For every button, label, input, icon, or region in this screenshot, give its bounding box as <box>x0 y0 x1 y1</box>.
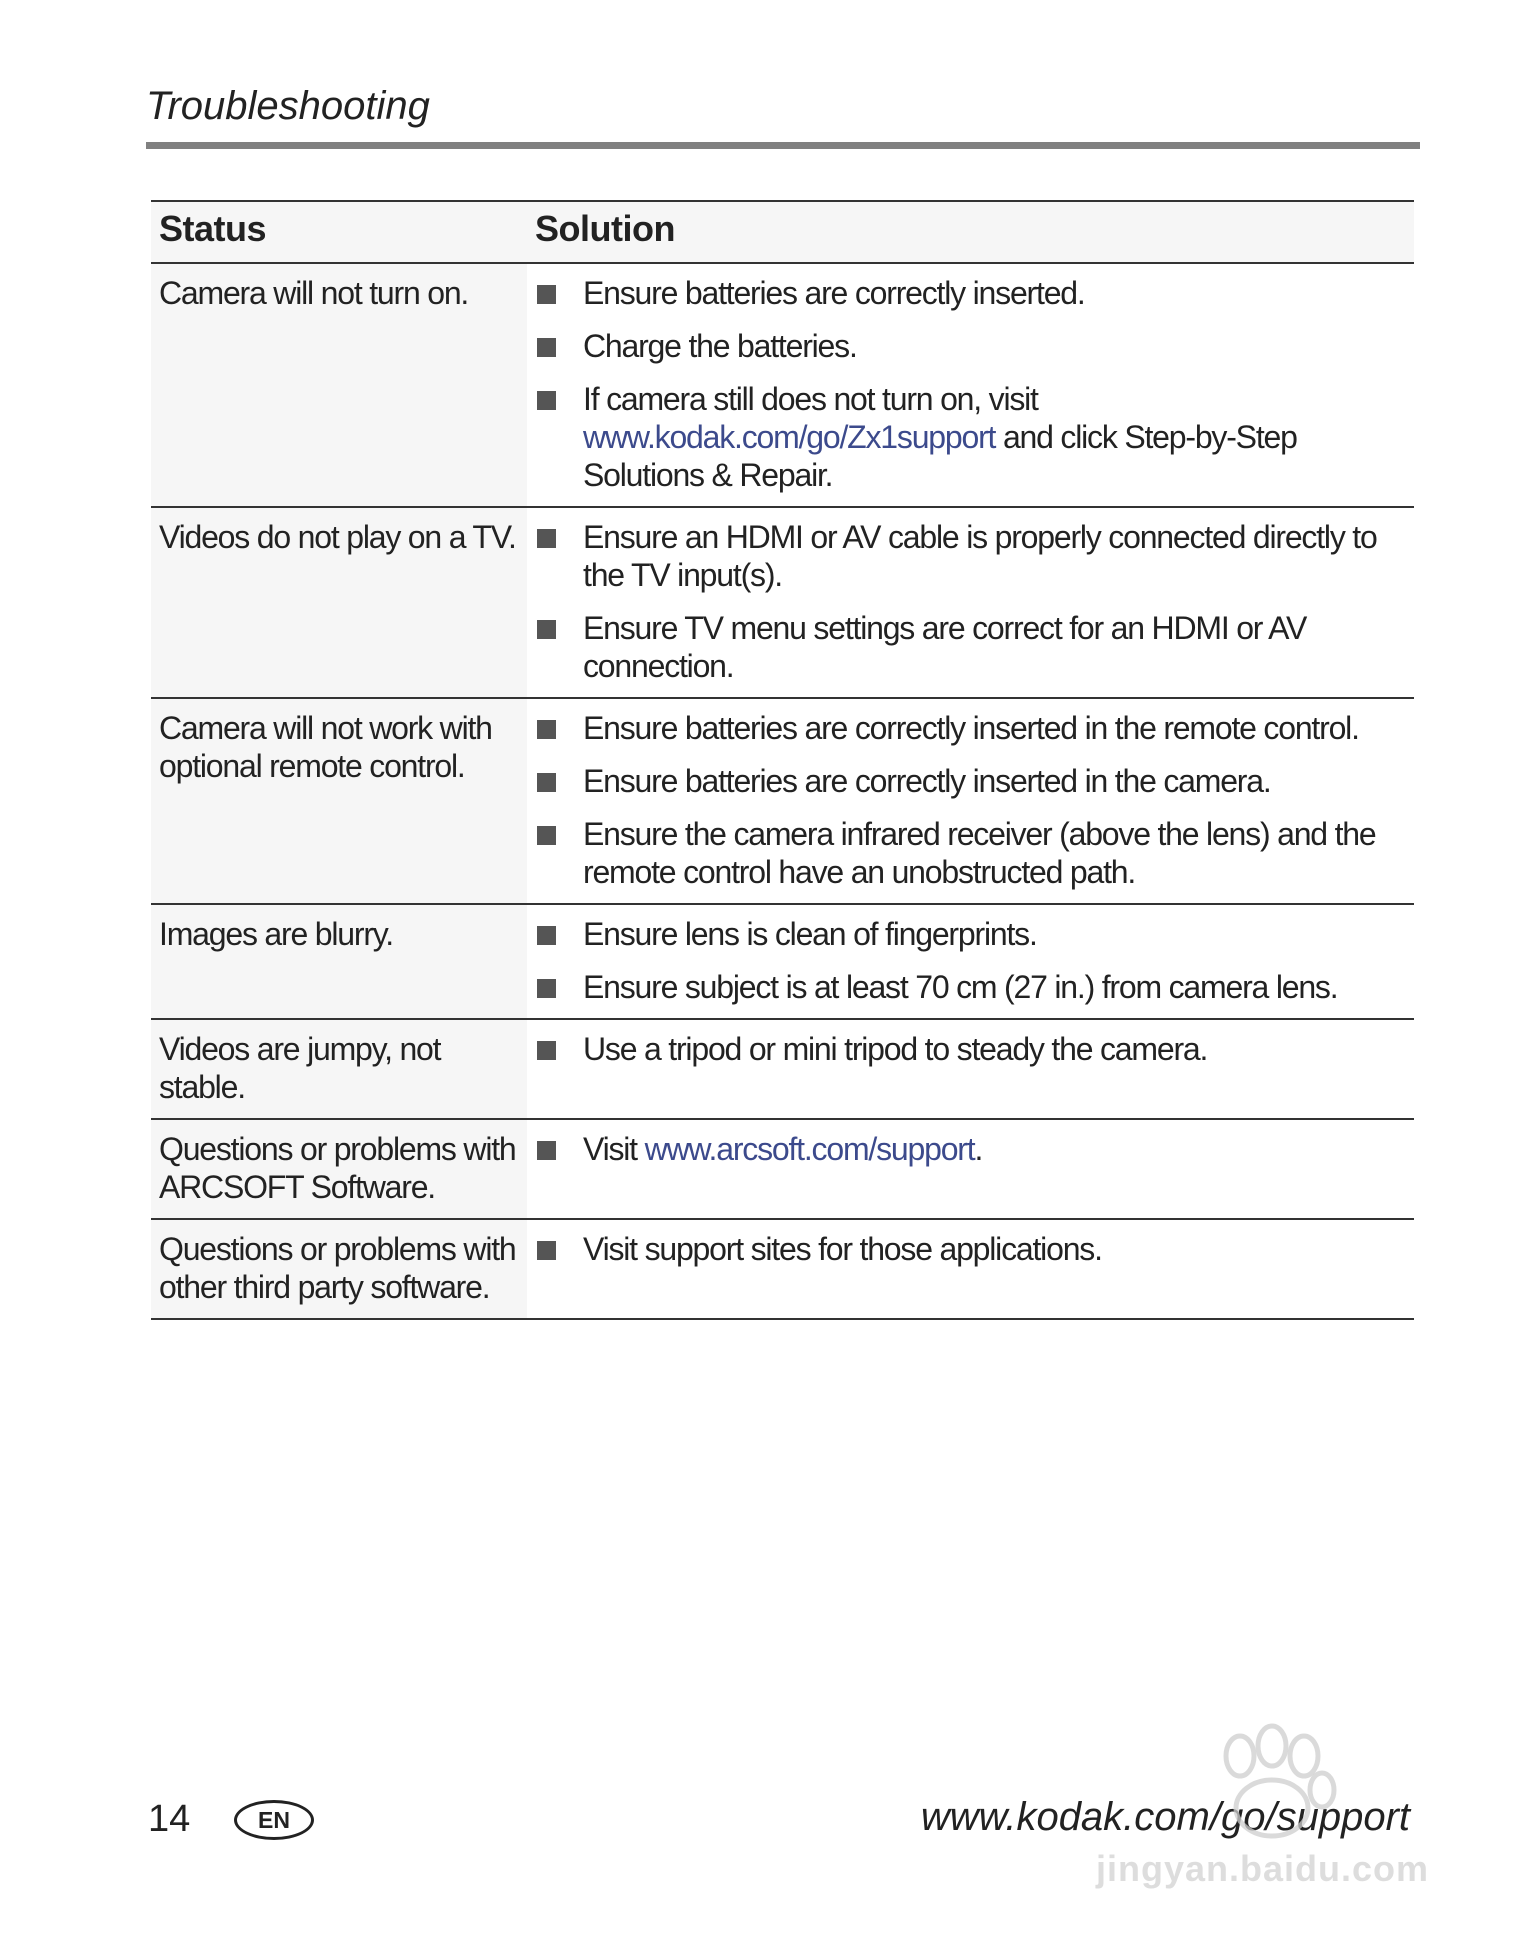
footer-support-url: www.kodak.com/go/support <box>920 1795 1410 1839</box>
table-row <box>151 904 1414 1019</box>
solution-item <box>535 762 1406 800</box>
kodak-support-link[interactable]: www.kodak.com/go/Zx1support <box>583 419 996 455</box>
solution-cell <box>527 507 1414 698</box>
solution-item <box>535 915 1406 953</box>
bullet-square-icon <box>537 773 556 792</box>
solution-list <box>535 915 1406 1006</box>
solution-text: Ensure the camera infrared receiver (above the lens) and the remote control have an unobstructed path. <box>583 816 1376 890</box>
solution-cell <box>527 698 1414 904</box>
solution-item <box>535 968 1406 1006</box>
bullet-square-icon <box>537 620 556 639</box>
solution-text: Charge the batteries. <box>583 328 857 364</box>
table-row <box>151 698 1414 904</box>
bullet-square-icon <box>537 529 556 548</box>
bullet-square-icon <box>537 391 556 410</box>
solution-cell <box>527 1119 1414 1219</box>
status-cell: Camera will not turn on. <box>151 263 527 507</box>
status-cell: Videos are jumpy, not stable. <box>151 1019 527 1119</box>
solution-text-before: Visit <box>583 1131 645 1167</box>
bullet-square-icon <box>537 926 556 945</box>
table-row <box>151 507 1414 698</box>
bullet-square-icon <box>537 720 556 739</box>
solution-cell <box>527 904 1414 1019</box>
solution-cell <box>527 1019 1414 1119</box>
bullet-square-icon <box>537 1041 556 1060</box>
table-row <box>151 1219 1414 1319</box>
solution-item <box>535 1030 1406 1068</box>
solution-item <box>535 274 1406 312</box>
solution-item <box>535 815 1406 891</box>
column-header-status: Status <box>151 201 527 263</box>
solution-item <box>535 380 1406 494</box>
solution-list <box>535 274 1406 494</box>
bullet-square-icon <box>537 979 556 998</box>
solution-text-after: and click Step-by-Step Solutions & Repair. <box>583 419 1297 493</box>
solution-text: Ensure lens is clean of fingerprints. <box>583 916 1037 952</box>
solution-text: Ensure an HDMI or AV cable is properly connected directly to the TV input(s). <box>583 519 1377 593</box>
header-rule <box>146 142 1420 149</box>
bullet-square-icon <box>537 338 556 357</box>
solution-list <box>535 1230 1406 1268</box>
solution-cell <box>527 1219 1414 1319</box>
solution-text: Ensure batteries are correctly inserted. <box>583 275 1085 311</box>
bullet-square-icon <box>537 1241 556 1260</box>
troubleshooting-table <box>151 200 1414 1320</box>
solution-text: Use a tripod or mini tripod to steady the camera. <box>583 1031 1208 1067</box>
status-cell: Images are blurry. <box>151 904 527 1019</box>
status-cell: Camera will not work with optional remote control. <box>151 698 527 904</box>
solution-item <box>535 1130 1406 1168</box>
table-header-row <box>151 201 1414 263</box>
language-badge: EN <box>234 1800 314 1840</box>
table-row <box>151 263 1414 507</box>
page-number: 14 <box>148 1798 191 1840</box>
bullet-square-icon <box>537 1141 556 1160</box>
status-cell: Questions or problems with other third party software. <box>151 1219 527 1319</box>
solution-text: Ensure batteries are correctly inserted in the camera. <box>583 763 1271 799</box>
solution-text: Ensure subject is at least 70 cm (27 in.) from camera lens. <box>583 969 1338 1005</box>
solution-list <box>535 518 1406 685</box>
solution-list <box>535 709 1406 891</box>
solution-cell <box>527 263 1414 507</box>
solution-text-after: . <box>974 1131 983 1167</box>
solution-list <box>535 1030 1406 1068</box>
solution-item <box>535 609 1406 685</box>
solution-item <box>535 709 1406 747</box>
table-row <box>151 1119 1414 1219</box>
solution-text: Ensure batteries are correctly inserted in the remote control. <box>583 710 1359 746</box>
bullet-square-icon <box>537 826 556 845</box>
watermark-text: jingyan.baidu.com <box>1096 1848 1430 1889</box>
solution-item <box>535 518 1406 594</box>
column-header-solution: Solution <box>527 201 1414 263</box>
solution-text: Visit support sites for those applications. <box>583 1231 1102 1267</box>
arcsoft-support-link[interactable]: www.arcsoft.com/support <box>644 1131 975 1167</box>
status-cell: Videos do not play on a TV. <box>151 507 527 698</box>
status-cell: Questions or problems with ARCSOFT Software. <box>151 1119 527 1219</box>
solution-list <box>535 1130 1406 1168</box>
solution-text: Ensure TV menu settings are correct for an HDMI or AV connection. <box>583 610 1307 684</box>
table-row <box>151 1019 1414 1119</box>
solution-item <box>535 327 1406 365</box>
page-header-title: Troubleshooting <box>146 84 430 128</box>
solution-text-before: If camera still does not turn on, visit <box>583 381 1038 417</box>
bullet-square-icon <box>537 285 556 304</box>
solution-item <box>535 1230 1406 1268</box>
